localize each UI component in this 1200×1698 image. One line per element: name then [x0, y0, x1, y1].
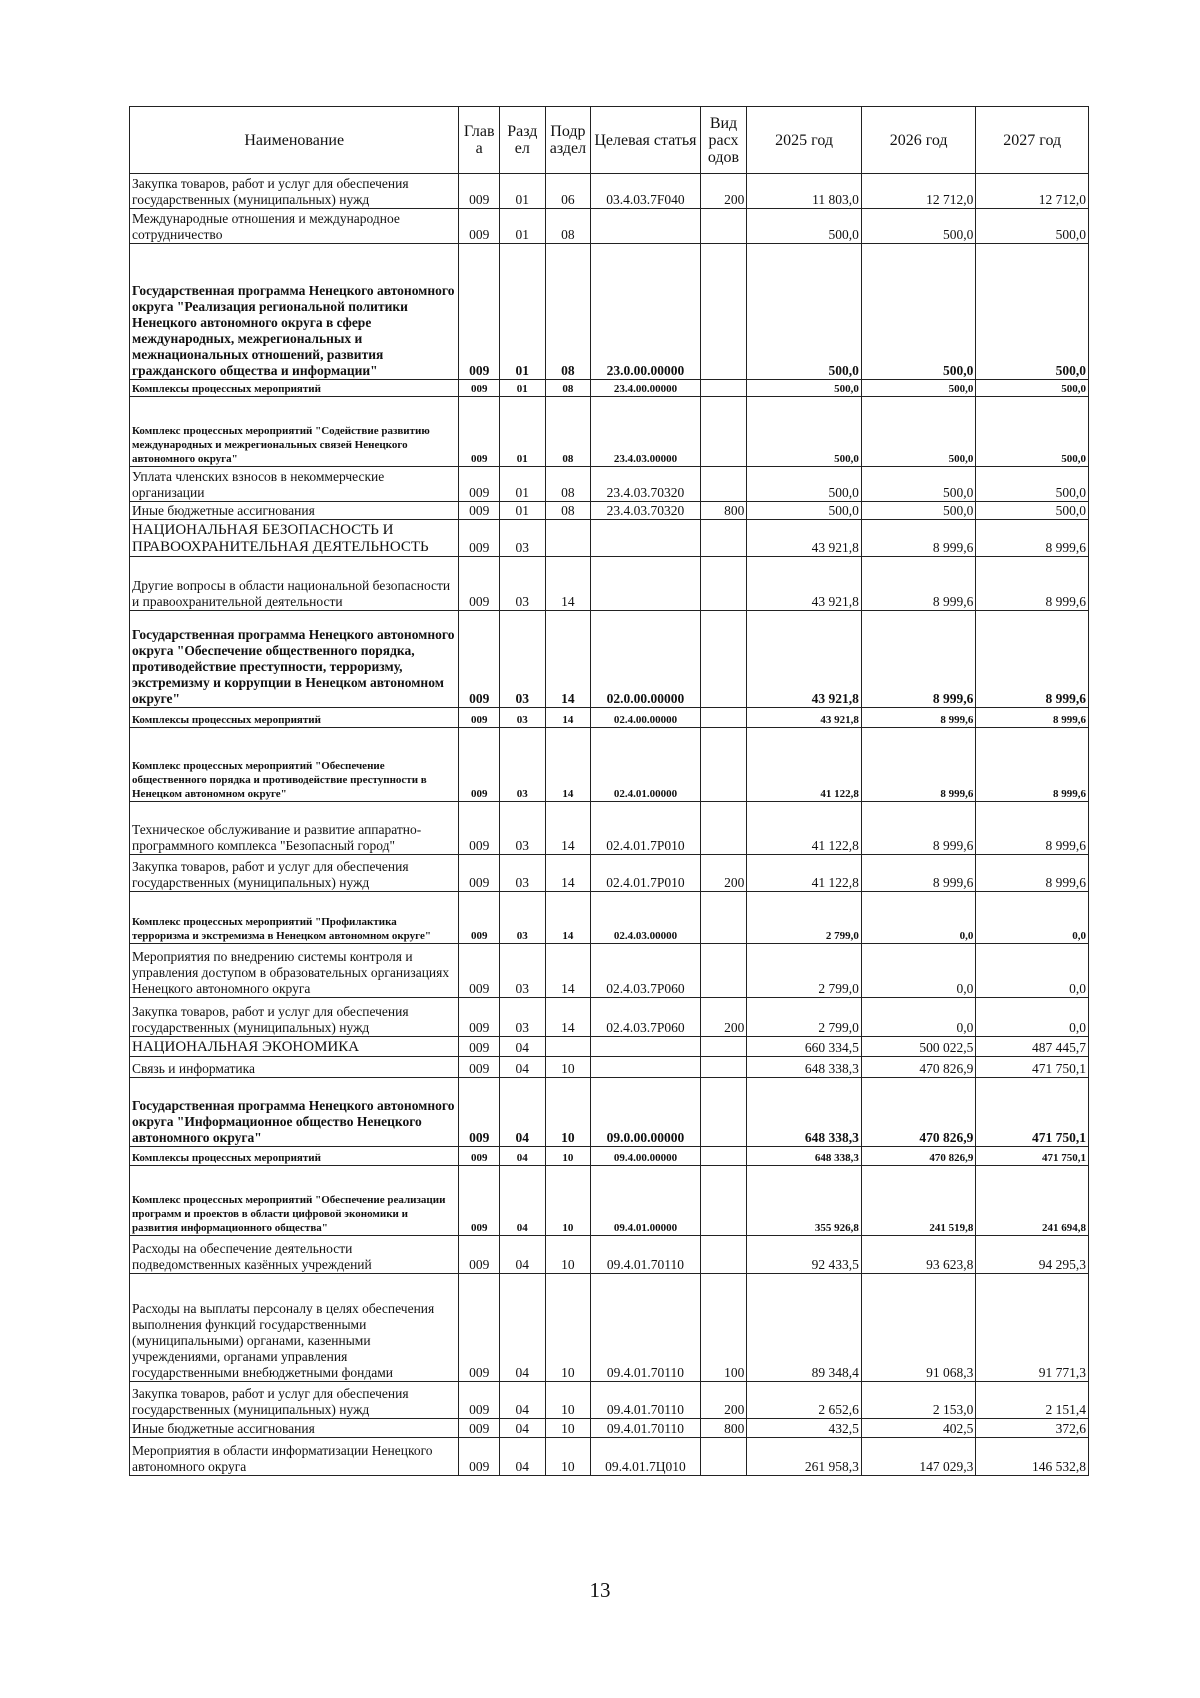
row-glava: 009 [459, 1236, 500, 1274]
row-vid [700, 1147, 747, 1166]
row-name: Комплекс процессных мероприятий "Профилактика терроризма и экстремизма в Ненецком автономном округе" [130, 892, 459, 944]
row-celevaya: 03.4.03.7F040 [591, 174, 700, 209]
row-2027: 8 999,6 [976, 611, 1089, 708]
row-glava: 009 [459, 502, 500, 520]
row-vid [700, 892, 747, 944]
row-podrazdel: 06 [545, 174, 591, 209]
row-2025: 89 348,4 [747, 1274, 862, 1382]
row-2026: 93 623,8 [861, 1236, 976, 1274]
row-vid: 200 [700, 174, 747, 209]
row-glava: 009 [459, 1438, 500, 1476]
row-2025: 41 122,8 [747, 802, 862, 855]
row-2025: 500,0 [747, 467, 862, 502]
row-2027: 8 999,6 [976, 728, 1089, 802]
row-2026: 8 999,6 [861, 708, 976, 728]
row-name: Комплекс процессных мероприятий "Обеспечение реализации программ и проектов в области цифровой экономики и развития информационного общества" [130, 1166, 459, 1236]
row-glava: 009 [459, 1166, 500, 1236]
row-vid [700, 944, 747, 998]
row-2027: 471 750,1 [976, 1147, 1089, 1166]
table-row [130, 1419, 1089, 1438]
row-razdel: 04 [500, 1037, 546, 1057]
row-glava: 009 [459, 1274, 500, 1382]
row-2027: 146 532,8 [976, 1438, 1089, 1476]
row-razdel: 04 [500, 1274, 546, 1382]
row-glava: 009 [459, 557, 500, 611]
row-2025: 648 338,3 [747, 1147, 862, 1166]
row-razdel: 03 [500, 998, 546, 1037]
row-podrazdel: 14 [545, 728, 591, 802]
row-2025: 432,5 [747, 1419, 862, 1438]
header-razdel: Разд ел [500, 107, 546, 174]
row-podrazdel: 14 [545, 708, 591, 728]
row-podrazdel: 10 [545, 1438, 591, 1476]
row-vid: 800 [700, 1419, 747, 1438]
row-2027: 471 750,1 [976, 1057, 1089, 1078]
row-podrazdel [545, 1037, 591, 1057]
row-2027: 500,0 [976, 397, 1089, 467]
row-2026: 500,0 [861, 380, 976, 397]
row-2025: 500,0 [747, 380, 862, 397]
row-celevaya: 02.0.00.00000 [591, 611, 700, 708]
budget-table [129, 106, 1089, 1476]
row-podrazdel: 08 [545, 467, 591, 502]
row-2025: 500,0 [747, 397, 862, 467]
row-glava: 009 [459, 708, 500, 728]
row-2025: 500,0 [747, 209, 862, 244]
row-name: Закупка товаров, работ и услуг для обеспечения государственных (муниципальных) нужд [130, 1382, 459, 1419]
row-2026: 12 712,0 [861, 174, 976, 209]
row-2027: 94 295,3 [976, 1236, 1089, 1274]
row-vid [700, 397, 747, 467]
row-2026: 402,5 [861, 1419, 976, 1438]
table-row [130, 998, 1089, 1037]
row-razdel: 01 [500, 397, 546, 467]
row-razdel: 04 [500, 1382, 546, 1419]
row-razdel: 03 [500, 944, 546, 998]
row-celevaya [591, 520, 700, 557]
row-podrazdel: 10 [545, 1419, 591, 1438]
row-podrazdel: 10 [545, 1382, 591, 1419]
row-vid: 100 [700, 1274, 747, 1382]
row-podrazdel [545, 520, 591, 557]
row-name: Международные отношения и международное сотрудничество [130, 209, 459, 244]
row-2025: 648 338,3 [747, 1078, 862, 1147]
table-row [130, 174, 1089, 209]
header-glava: Глав а [459, 107, 500, 174]
row-glava: 009 [459, 802, 500, 855]
row-razdel: 03 [500, 802, 546, 855]
row-2026: 500,0 [861, 397, 976, 467]
row-razdel: 04 [500, 1419, 546, 1438]
row-celevaya: 23.4.03.70320 [591, 467, 700, 502]
row-glava: 009 [459, 1078, 500, 1147]
row-celevaya: 09.4.01.00000 [591, 1166, 700, 1236]
table-row [130, 1166, 1089, 1236]
row-2025: 43 921,8 [747, 611, 862, 708]
row-podrazdel: 08 [545, 209, 591, 244]
row-2025: 2 799,0 [747, 944, 862, 998]
row-glava: 009 [459, 520, 500, 557]
row-2026: 8 999,6 [861, 520, 976, 557]
row-podrazdel: 14 [545, 802, 591, 855]
row-razdel: 03 [500, 611, 546, 708]
row-vid [700, 520, 747, 557]
row-glava: 009 [459, 1147, 500, 1166]
row-celevaya: 23.0.00.00000 [591, 244, 700, 380]
row-razdel: 01 [500, 244, 546, 380]
row-podrazdel: 14 [545, 998, 591, 1037]
row-2025: 43 921,8 [747, 557, 862, 611]
row-podrazdel: 10 [545, 1274, 591, 1382]
header-2026: 2026 год [861, 107, 976, 174]
row-2027: 500,0 [976, 244, 1089, 380]
row-razdel: 04 [500, 1438, 546, 1476]
row-2025: 261 958,3 [747, 1438, 862, 1476]
row-podrazdel: 10 [545, 1057, 591, 1078]
row-name: Комплекс процессных мероприятий "Обеспечение общественного порядка и противодействие преступности в Ненецком автономном округе" [130, 728, 459, 802]
table-row [130, 802, 1089, 855]
row-celevaya: 02.4.03.7Р060 [591, 944, 700, 998]
row-glava: 009 [459, 1057, 500, 1078]
row-glava: 009 [459, 892, 500, 944]
row-2026: 0,0 [861, 944, 976, 998]
row-razdel: 03 [500, 728, 546, 802]
row-vid [700, 1438, 747, 1476]
row-razdel: 04 [500, 1236, 546, 1274]
row-2026: 500,0 [861, 244, 976, 380]
row-vid: 800 [700, 502, 747, 520]
row-name: Мероприятия по внедрению системы контроля и управления доступом в образовательных организациях Ненецкого автономного округа [130, 944, 459, 998]
row-podrazdel: 14 [545, 855, 591, 892]
row-2025: 660 334,5 [747, 1037, 862, 1057]
row-celevaya: 02.4.01.00000 [591, 728, 700, 802]
row-podrazdel: 10 [545, 1078, 591, 1147]
row-razdel: 01 [500, 174, 546, 209]
row-2026: 500,0 [861, 502, 976, 520]
row-name: Закупка товаров, работ и услуг для обеспечения государственных (муниципальных) нужд [130, 998, 459, 1037]
row-2025: 2 799,0 [747, 998, 862, 1037]
row-podrazdel: 14 [545, 892, 591, 944]
row-name: Другие вопросы в области национальной безопасности и правоохранительной деятельности [130, 557, 459, 611]
table-row [130, 467, 1089, 502]
row-2027: 487 445,7 [976, 1037, 1089, 1057]
row-vid [700, 467, 747, 502]
row-2025: 11 803,0 [747, 174, 862, 209]
table-row [130, 244, 1089, 380]
table-row [130, 520, 1089, 557]
row-celevaya [591, 209, 700, 244]
row-name: Расходы на обеспечение деятельности подведомственных казённых учреждений [130, 1236, 459, 1274]
row-2026: 241 519,8 [861, 1166, 976, 1236]
row-2027: 241 694,8 [976, 1166, 1089, 1236]
row-celevaya: 02.4.03.00000 [591, 892, 700, 944]
table-row [130, 1057, 1089, 1078]
table-row [130, 502, 1089, 520]
row-name: Уплата членских взносов в некоммерческие организации [130, 467, 459, 502]
row-name: Закупка товаров, работ и услуг для обеспечения государственных (муниципальных) нужд [130, 174, 459, 209]
table-row [130, 1236, 1089, 1274]
row-glava: 009 [459, 1037, 500, 1057]
row-2026: 91 068,3 [861, 1274, 976, 1382]
row-name: Иные бюджетные ассигнования [130, 502, 459, 520]
row-2025: 500,0 [747, 244, 862, 380]
table-row [130, 611, 1089, 708]
row-2026: 470 826,9 [861, 1078, 976, 1147]
table-row [130, 728, 1089, 802]
row-name: НАЦИОНАЛЬНАЯ ЭКОНОМИКА [130, 1037, 459, 1057]
row-2026: 0,0 [861, 892, 976, 944]
table-row [130, 1438, 1089, 1476]
row-vid [700, 728, 747, 802]
row-razdel: 03 [500, 557, 546, 611]
row-glava: 009 [459, 209, 500, 244]
row-vid [700, 1236, 747, 1274]
row-name: Техническое обслуживание и развитие аппаратно-программного комплекса "Безопасный город" [130, 802, 459, 855]
row-glava: 009 [459, 174, 500, 209]
table-row [130, 1382, 1089, 1419]
table-header-row [130, 107, 1089, 174]
row-2027: 500,0 [976, 502, 1089, 520]
row-celevaya: 09.4.01.70110 [591, 1274, 700, 1382]
row-2026: 470 826,9 [861, 1057, 976, 1078]
row-glava: 009 [459, 611, 500, 708]
row-celevaya: 23.4.03.00000 [591, 397, 700, 467]
row-vid [700, 380, 747, 397]
row-2026: 500,0 [861, 209, 976, 244]
row-2027: 500,0 [976, 380, 1089, 397]
row-celevaya: 02.4.00.00000 [591, 708, 700, 728]
row-celevaya: 02.4.03.7Р060 [591, 998, 700, 1037]
table-row [130, 708, 1089, 728]
table-row [130, 1037, 1089, 1057]
row-2026: 8 999,6 [861, 802, 976, 855]
row-2025: 648 338,3 [747, 1057, 862, 1078]
row-vid [700, 1166, 747, 1236]
row-celevaya: 23.4.00.00000 [591, 380, 700, 397]
row-2026: 8 999,6 [861, 611, 976, 708]
row-celevaya: 09.4.01.70110 [591, 1419, 700, 1438]
row-vid [700, 802, 747, 855]
table-row [130, 855, 1089, 892]
table-row [130, 397, 1089, 467]
row-razdel: 01 [500, 380, 546, 397]
row-2026: 2 153,0 [861, 1382, 976, 1419]
row-celevaya: 09.4.01.70110 [591, 1382, 700, 1419]
row-name: Связь и информатика [130, 1057, 459, 1078]
row-razdel: 04 [500, 1166, 546, 1236]
row-2027: 8 999,6 [976, 520, 1089, 557]
row-name: Комплексы процессных мероприятий [130, 1147, 459, 1166]
row-glava: 009 [459, 855, 500, 892]
row-podrazdel: 14 [545, 611, 591, 708]
row-vid [700, 244, 747, 380]
row-2027: 372,6 [976, 1419, 1089, 1438]
row-name: Государственная программа Ненецкого автономного округа "Обеспечение общественного порядка, противодействие преступности, терроризму, экстремизму и коррупции в Ненецком автономном округе" [130, 611, 459, 708]
row-vid [700, 1078, 747, 1147]
row-name: Государственная программа Ненецкого автономного округа "Реализация региональной политики Ненецкого автономного округа в сфере международных, межрегиональных и межнациональных отношений, развития гражданского общества и информации" [130, 244, 459, 380]
row-podrazdel: 10 [545, 1166, 591, 1236]
table-row [130, 557, 1089, 611]
row-2027: 0,0 [976, 944, 1089, 998]
row-glava: 009 [459, 467, 500, 502]
table-row [130, 380, 1089, 397]
row-podrazdel: 08 [545, 502, 591, 520]
row-vid: 200 [700, 855, 747, 892]
row-2025: 2 799,0 [747, 892, 862, 944]
row-celevaya [591, 557, 700, 611]
row-celevaya: 02.4.01.7Р010 [591, 802, 700, 855]
row-vid [700, 708, 747, 728]
row-celevaya: 23.4.03.70320 [591, 502, 700, 520]
row-celevaya: 09.4.01.70110 [591, 1236, 700, 1274]
row-glava: 009 [459, 380, 500, 397]
row-podrazdel: 10 [545, 1236, 591, 1274]
row-2027: 12 712,0 [976, 174, 1089, 209]
row-celevaya: 09.0.00.00000 [591, 1078, 700, 1147]
row-razdel: 04 [500, 1147, 546, 1166]
row-celevaya: 09.4.00.00000 [591, 1147, 700, 1166]
row-glava: 009 [459, 998, 500, 1037]
row-podrazdel: 14 [545, 944, 591, 998]
row-vid [700, 1037, 747, 1057]
row-2026: 470 826,9 [861, 1147, 976, 1166]
row-vid: 200 [700, 1382, 747, 1419]
row-2026: 500 022,5 [861, 1037, 976, 1057]
row-2027: 2 151,4 [976, 1382, 1089, 1419]
row-celevaya: 09.4.01.7Ц010 [591, 1438, 700, 1476]
header-podrazdel: Подр аздел [545, 107, 591, 174]
row-2025: 500,0 [747, 502, 862, 520]
row-2027: 8 999,6 [976, 855, 1089, 892]
row-glava: 009 [459, 397, 500, 467]
row-glava: 009 [459, 944, 500, 998]
row-razdel: 04 [500, 1078, 546, 1147]
row-2026: 500,0 [861, 467, 976, 502]
row-2025: 2 652,6 [747, 1382, 862, 1419]
row-podrazdel: 10 [545, 1147, 591, 1166]
header-celevaya: Целевая статья [591, 107, 700, 174]
row-2027: 500,0 [976, 467, 1089, 502]
row-name: Комплексы процессных мероприятий [130, 708, 459, 728]
row-2025: 41 122,8 [747, 728, 862, 802]
row-glava: 009 [459, 244, 500, 380]
row-name: Комплекс процессных мероприятий "Содействие развитию международных и межрегиональных связей Ненецкого автономного округа" [130, 397, 459, 467]
header-name: Наименование [130, 107, 459, 174]
row-razdel: 01 [500, 502, 546, 520]
table-row [130, 1078, 1089, 1147]
row-podrazdel: 08 [545, 397, 591, 467]
row-razdel: 03 [500, 520, 546, 557]
row-razdel: 03 [500, 708, 546, 728]
row-2027: 8 999,6 [976, 557, 1089, 611]
row-razdel: 03 [500, 892, 546, 944]
row-2027: 8 999,6 [976, 708, 1089, 728]
row-2025: 43 921,8 [747, 520, 862, 557]
row-2027: 0,0 [976, 998, 1089, 1037]
table-row [130, 209, 1089, 244]
row-2026: 8 999,6 [861, 557, 976, 611]
row-glava: 009 [459, 1382, 500, 1419]
row-2027: 0,0 [976, 892, 1089, 944]
row-2026: 0,0 [861, 998, 976, 1037]
row-2026: 147 029,3 [861, 1438, 976, 1476]
table-row [130, 892, 1089, 944]
row-podrazdel: 08 [545, 244, 591, 380]
row-2027: 500,0 [976, 209, 1089, 244]
row-vid [700, 611, 747, 708]
page-number: 13 [589, 1578, 611, 1602]
row-name: НАЦИОНАЛЬНАЯ БЕЗОПАСНОСТЬ И ПРАВООХРАНИТЕЛЬНАЯ ДЕЯТЕЛЬНОСТЬ [130, 520, 459, 557]
row-2027: 91 771,3 [976, 1274, 1089, 1382]
row-2025: 355 926,8 [747, 1166, 862, 1236]
row-vid: 200 [700, 998, 747, 1037]
row-2025: 92 433,5 [747, 1236, 862, 1274]
row-vid [700, 209, 747, 244]
row-celevaya: 02.4.01.7Р010 [591, 855, 700, 892]
header-2025: 2025 год [747, 107, 862, 174]
row-2026: 8 999,6 [861, 855, 976, 892]
row-2027: 471 750,1 [976, 1078, 1089, 1147]
row-name: Комплексы процессных мероприятий [130, 380, 459, 397]
row-name: Мероприятия в области информатизации Ненецкого автономного округа [130, 1438, 459, 1476]
row-name: Расходы на выплаты персоналу в целях обеспечения выполнения функций государственными (муниципальными) органами, казенными учреждениями, органами управления государственными внебюджетными фондами [130, 1274, 459, 1382]
row-name: Государственная программа Ненецкого автономного округа "Информационное общество Ненецкого автономного округа" [130, 1078, 459, 1147]
row-2027: 8 999,6 [976, 802, 1089, 855]
header-2027: 2027 год [976, 107, 1089, 174]
row-podrazdel: 14 [545, 557, 591, 611]
row-2026: 8 999,6 [861, 728, 976, 802]
row-celevaya [591, 1037, 700, 1057]
table-row [130, 1147, 1089, 1166]
row-razdel: 04 [500, 1057, 546, 1078]
row-vid [700, 557, 747, 611]
header-vid: Вид расх одов [700, 107, 747, 174]
row-vid [700, 1057, 747, 1078]
row-glava: 009 [459, 1419, 500, 1438]
table-row [130, 944, 1089, 998]
row-razdel: 01 [500, 209, 546, 244]
row-2025: 43 921,8 [747, 708, 862, 728]
row-razdel: 01 [500, 467, 546, 502]
row-name: Иные бюджетные ассигнования [130, 1419, 459, 1438]
row-celevaya [591, 1057, 700, 1078]
table-row [130, 1274, 1089, 1382]
row-razdel: 03 [500, 855, 546, 892]
row-podrazdel: 08 [545, 380, 591, 397]
row-2025: 41 122,8 [747, 855, 862, 892]
row-name: Закупка товаров, работ и услуг для обеспечения государственных (муниципальных) нужд [130, 855, 459, 892]
row-glava: 009 [459, 728, 500, 802]
